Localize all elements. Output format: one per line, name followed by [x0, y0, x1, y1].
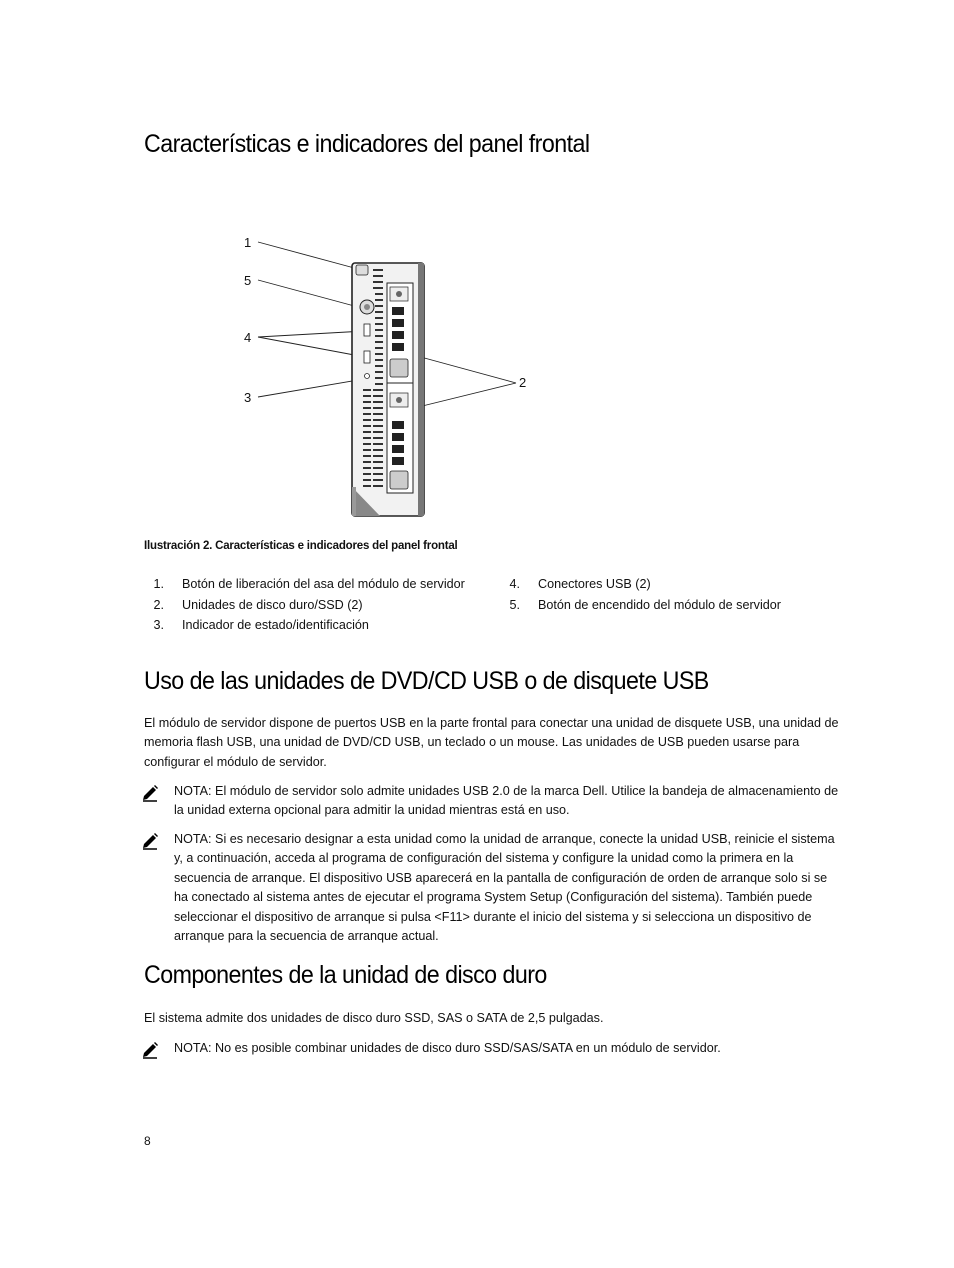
legend-list-right	[500, 574, 781, 615]
hard-drive-bay-2	[387, 383, 413, 493]
legend-list-left	[144, 574, 465, 636]
pencil-note-icon	[140, 1039, 174, 1065]
section-title-front-panel: Características e indicadores del panel frontal	[144, 130, 590, 158]
callout-3: 3	[244, 390, 252, 405]
note-usb-2: NOTA: Si es necesario designar a esta unidad como la unidad de arranque, conecte la unidad USB, reinicie el sistema y, a continuación, acceda al programa de configuración del sistema y configure la unidad como la primera en la secuencia de arranque. El dispositivo USB aparecerá en la pantalla de configuración de orden de arranque solo si se ha conectado al sistema antes de ejecutar el programa System Setup (Configuración del sistema). También puede seleccionar el dispositivo de arranque si pulsa <F11> durante el inicio del sistema y si selecciona un dispositivo de arranque para la secuencia de arranque actual.	[140, 830, 840, 946]
front-panel-diagram	[230, 225, 550, 525]
blade-chassis	[352, 263, 424, 516]
callout-2: 2	[519, 375, 527, 390]
legend-item: 4. Conectores USB (2)	[509, 577, 651, 591]
legend-item: 3. Indicador de estado/identificación	[153, 618, 369, 633]
callout-1: 1	[244, 235, 252, 250]
legend-item: 2. Unidades de disco duro/SSD (2)	[153, 597, 363, 612]
hard-drive-bay-1	[387, 283, 413, 385]
note-usb-1: NOTA: El módulo de servidor solo admite unidades USB 2.0 de la marca Dell. Utilice la bandeja de almacenamiento de la unidad externa opcional para admitir la unidad mientras está en uso.	[140, 782, 840, 821]
section-title-usb: Uso de las unidades de DVD/CD USB o de disquete USB	[144, 667, 709, 695]
callout-5: 5	[244, 273, 252, 288]
pencil-note-icon	[140, 782, 174, 821]
note-hdd: NOTA: No es posible combinar unidades de disco duro SSD/SAS/SATA en un módulo de servidor.	[140, 1039, 840, 1065]
legend-item: 1. Botón de liberación del asa del módulo de servidor	[153, 577, 465, 591]
hdd-body: El sistema admite dos unidades de disco duro SSD, SAS o SATA de 2,5 pulgadas.	[144, 1011, 604, 1025]
callout-4: 4	[244, 330, 252, 345]
pencil-note-icon	[140, 830, 174, 946]
section-title-hdd: Componentes de la unidad de disco duro	[144, 961, 547, 989]
legend-item: 5. Botón de encendido del módulo de servidor	[509, 597, 781, 612]
figure-caption: Ilustración 2. Características e indicadores del panel frontal	[144, 540, 458, 552]
usb-body: El módulo de servidor dispone de puertos USB en la parte frontal para conectar una unidad de disquete USB, una unidad de memoria flash USB, una unidad de DVD/CD USB, un teclado o un mouse. Las unidades de USB pueden usarse para configurar el módulo de servidor.	[144, 716, 839, 769]
page-number: 8	[144, 1134, 151, 1148]
